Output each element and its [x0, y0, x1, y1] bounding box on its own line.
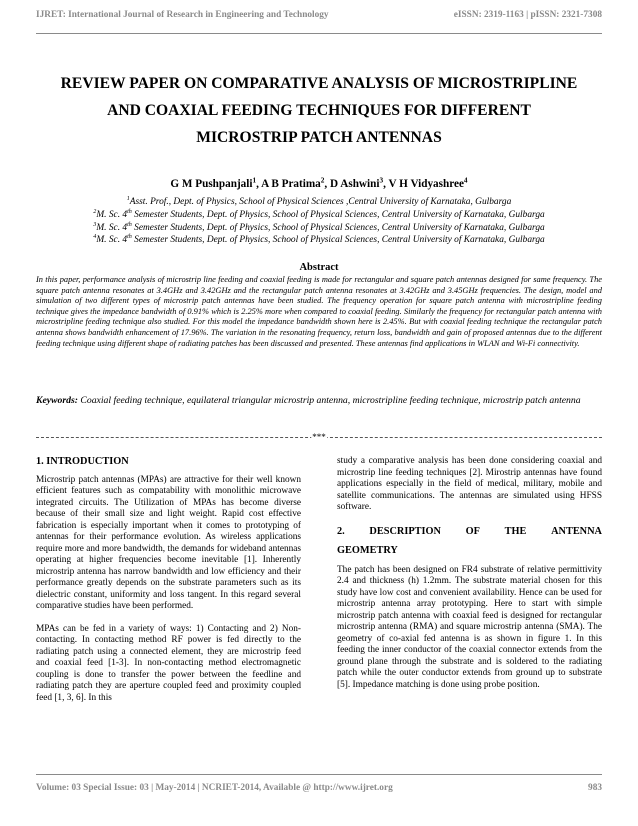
affiliation: $^1$Asst. Prof., Dept. of Physics, School of Physical Sciences ,Central University of Karnataka, Gulbarga [126, 195, 512, 207]
paper-title [36, 70, 602, 151]
divider-stars: *** [312, 432, 326, 442]
right-column [337, 456, 602, 691]
title-line: AND COAXIAL FEEDING TECHNIQUES FOR DIFFERENT [107, 102, 531, 119]
abstract-heading: Abstract [299, 262, 339, 273]
body-paragraph: Microstrip patch antennas (MPAs) are attractive for their well known efficient features such as compatability with monolithic microwave integrated circuits. The Utilization of MPAs has become diverse because of their small size and light weight. Rapid cost effective fabrication is especially important when it comes to prototyping of antennas for their performance evolution. As wireless applications require more and more bandwidth, the demands for wideband antennas operating at higher frequencies become inevitable [1]. Inherently microstrip antenna has narrow bandwidth and low efficiency and their performance greatly depends on the substrate parameters such as its dielectric constant, uniformity and loss tangent. In this regard several comparative studies have been performed. [36, 474, 301, 611]
author: D Ashwini$^3$ [330, 176, 384, 190]
keywords-text: Coaxial feeding technique, equilateral triangular microstrip antenna, microstripline feeding technique, microstrip patch antenna [77, 395, 581, 406]
page-number: 983 [588, 783, 602, 793]
title-line: MICROSTRIP PATCH ANTENNAS [196, 129, 442, 146]
footer-volume: Volume: 03 Special Issue: 03 | May-2014 | NCRIET-2014, Available @ http://www.ijret.org [36, 783, 393, 793]
author-list: G M Pushpanjali$^1$, A B Pratima$^2$, D Ashwini$^3$, V H Vidyashree$^4$ [170, 176, 468, 190]
section-heading-description: 2. DESCRIPTION OF THE ANTENNA GEOMETRY [337, 525, 602, 556]
issn: eISSN: 2319-1163 | pISSN: 2321-7308 [453, 10, 602, 20]
body-paragraph: study a comparative analysis has been done considering coaxial and microstrip line feeding techniques [2]. Mirostrip antennas have found applications especially in the field of medical, military, mobile and satellite communications. The antennas are simulated using HFSS software. [337, 456, 602, 512]
title-line: REVIEW PAPER ON COMPARATIVE ANALYSIS OF MICROSTRIPLINE [60, 75, 578, 92]
author: G M Pushpanjali$^1$ [170, 176, 257, 190]
journal-name: IJRET: International Journal of Research in Engineering and Technology [36, 10, 329, 20]
affiliations [20, 196, 618, 247]
page-footer [36, 783, 602, 793]
footer-rule [36, 774, 602, 775]
section-divider [36, 432, 602, 442]
affiliation: $^3$M. Sc. 4th Semester Students, Dept. of Physics, School of Physical Sciences, Central University of Karnataka, Gulbarga [93, 221, 545, 233]
keywords-label: Keywords: [36, 395, 78, 406]
page-header [36, 10, 602, 20]
section-heading-introduction: 1. INTRODUCTION [36, 456, 129, 467]
author: V H Vidyashree$^4$ [388, 176, 468, 190]
keywords [36, 392, 602, 410]
header-rule [36, 33, 602, 34]
left-column [36, 456, 301, 704]
body-paragraph: The patch has been designed on FR4 substrate of relative permittivity 2.4 and thickness (h) 1.2mm. The substrate material chosen for this study have low cost and convenient availability. Hence can be used for microstrip antenna array prototyping. Here to start with simple microstrip patch antenna with coaxial feed is designed for rectangular microstrip antenna (RMA) and square microstrip antenna (SMA). The geometry of co-axial fed antenna is as shown in figure 1. In this feeding the inner conductor of the coaxial connector extends from the ground plane through the substrate and is soldered to the radiating patch while the outer conductor extends from ground up to substrate [5]. Impedance matching is done using probe position. [337, 564, 602, 690]
author: A B Pratima$^2$ [261, 176, 325, 190]
affiliation: $^2$M. Sc. 4th Semester Students, Dept. of Physics, School of Physical Sciences, Central University of Karnataka, Gulbarga [93, 208, 545, 220]
body-paragraph: MPAs can be fed in a variety of ways: 1) Contacting and 2) Non-contacting. In contacting method RF power is fed directly to the radiating patch using a connected element, they are microstrip feed and coaxial feed [1-3]. In non-contacting method electromagnetic coupling is done to transfer the power between the feedline and radiating patch they are aperture coupled feed and proximity coupled feed [1, 3, 6]. In this [36, 623, 301, 703]
affiliation: $^4$M. Sc. 4th Semester Students, Dept. of Physics, School of Physical Sciences, Central University of Karnataka, Gulbarga [93, 234, 545, 246]
abstract-text: In this paper, performance analysis of microstrip line feeding and coaxial feeding is made for rectangular and square patch antennas designed for same frequency. The square patch antenna resonates at 3.4GHz and 3.42GHz and the rectangular patch antenna resonates at 3.42GHz and 3.45GHz frequencies. The design, model and simulation of two different types of microstrip patch antennas have been studied. The frequency operation for square patch antenna with microstripline feeding technique gives the impedance bandwidth of 0.91% which is 2.25% more when compared to coaxial feeding. Similarly the frequency for rectangular patch antenna with microstripline feeding technique also studied. For this model the impedance bandwidth shown here is 2.45%. But with coaxial feeding technique the rectangular patch antenna shows bandwidth enhancement of 17.96%. The variation in the resonating frequency, return loss, bandwidth and gain of proposed antennas due to the different feeding technique using different shape of radiating patches has been discussed and presented. These antennas find applications in WLAN and Wi-Fi connectivity. [36, 275, 602, 348]
